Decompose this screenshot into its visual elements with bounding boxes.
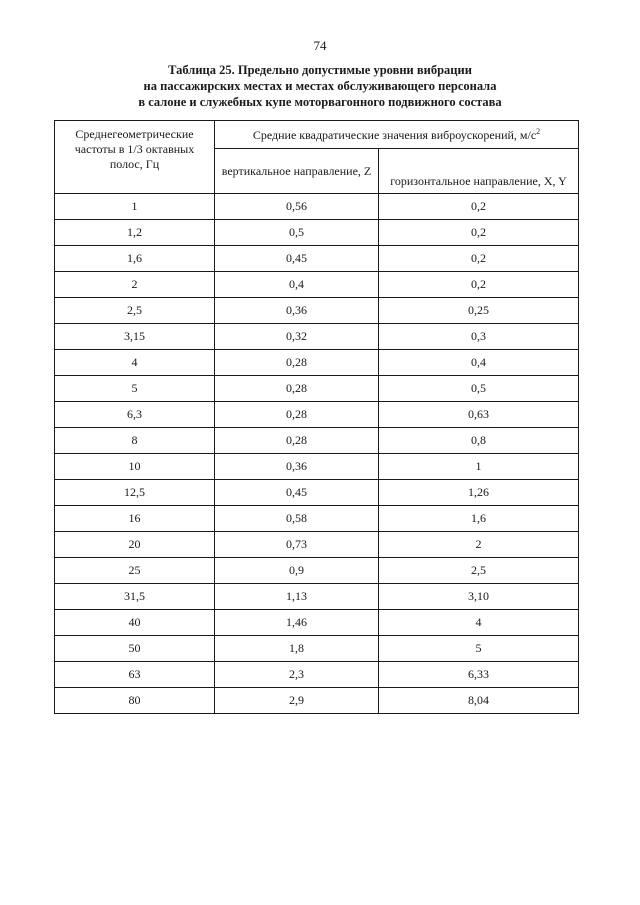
cell-vertical: 0,28 bbox=[215, 428, 379, 454]
cell-horizontal: 8,04 bbox=[379, 688, 579, 714]
table-row bbox=[55, 688, 579, 714]
cell-horizontal: 0,25 bbox=[379, 298, 579, 324]
cell-frequency: 20 bbox=[55, 532, 215, 558]
table-row bbox=[55, 584, 579, 610]
cell-vertical: 0,45 bbox=[215, 480, 379, 506]
cell-horizontal: 4 bbox=[379, 610, 579, 636]
cell-vertical: 0,45 bbox=[215, 246, 379, 272]
cell-horizontal: 1,26 bbox=[379, 480, 579, 506]
cell-vertical: 0,36 bbox=[215, 454, 379, 480]
table-row bbox=[55, 480, 579, 506]
table-row bbox=[55, 662, 579, 688]
cell-vertical: 0,36 bbox=[215, 298, 379, 324]
cell-frequency: 6,3 bbox=[55, 402, 215, 428]
cell-vertical: 0,28 bbox=[215, 376, 379, 402]
cell-frequency: 8 bbox=[55, 428, 215, 454]
table-row bbox=[55, 220, 579, 246]
cell-frequency: 3,15 bbox=[55, 324, 215, 350]
cell-vertical: 0,28 bbox=[215, 350, 379, 376]
cell-frequency: 2,5 bbox=[55, 298, 215, 324]
table-title bbox=[60, 62, 580, 110]
cell-horizontal: 2,5 bbox=[379, 558, 579, 584]
table-row bbox=[55, 610, 579, 636]
cell-frequency: 1,6 bbox=[55, 246, 215, 272]
cell-vertical: 0,32 bbox=[215, 324, 379, 350]
cell-horizontal: 0,63 bbox=[379, 402, 579, 428]
cell-frequency: 16 bbox=[55, 506, 215, 532]
table-row bbox=[55, 246, 579, 272]
table-row bbox=[55, 324, 579, 350]
table-row bbox=[55, 272, 579, 298]
cell-frequency: 31,5 bbox=[55, 584, 215, 610]
cell-horizontal: 0,8 bbox=[379, 428, 579, 454]
table-body bbox=[55, 194, 579, 714]
cell-horizontal: 0,5 bbox=[379, 376, 579, 402]
cell-horizontal: 0,2 bbox=[379, 220, 579, 246]
cell-frequency: 80 bbox=[55, 688, 215, 714]
cell-vertical: 0,58 bbox=[215, 506, 379, 532]
title-line: на пассажирских местах и местах обслуживающего персонала bbox=[143, 79, 497, 93]
cell-frequency: 40 bbox=[55, 610, 215, 636]
cell-horizontal: 0,2 bbox=[379, 272, 579, 298]
cell-vertical: 0,56 bbox=[215, 194, 379, 220]
title-line: в салоне и служебных купе моторвагонного подвижного состава bbox=[138, 95, 502, 109]
table-row bbox=[55, 194, 579, 220]
table-row bbox=[55, 454, 579, 480]
table-row bbox=[55, 402, 579, 428]
cell-frequency: 2 bbox=[55, 272, 215, 298]
header-acceleration-group bbox=[215, 121, 579, 149]
cell-horizontal: 5 bbox=[379, 636, 579, 662]
cell-vertical: 0,9 bbox=[215, 558, 379, 584]
table-row bbox=[55, 298, 579, 324]
table-row bbox=[55, 350, 579, 376]
cell-vertical: 1,8 bbox=[215, 636, 379, 662]
cell-frequency: 12,5 bbox=[55, 480, 215, 506]
table-row bbox=[55, 532, 579, 558]
cell-horizontal: 0,3 bbox=[379, 324, 579, 350]
vibration-limits-table bbox=[54, 120, 579, 714]
cell-vertical: 2,3 bbox=[215, 662, 379, 688]
header-acceleration-text: Средние квадратические значения виброускорений, м/с bbox=[252, 127, 537, 142]
table-row bbox=[55, 428, 579, 454]
header-frequency: Среднегеометрические частоты в 1/3 октавных полос, Гц bbox=[55, 121, 215, 194]
cell-vertical: 0,28 bbox=[215, 402, 379, 428]
cell-horizontal: 0,2 bbox=[379, 194, 579, 220]
cell-vertical: 1,46 bbox=[215, 610, 379, 636]
cell-vertical: 0,5 bbox=[215, 220, 379, 246]
cell-frequency: 10 bbox=[55, 454, 215, 480]
cell-horizontal: 1 bbox=[379, 454, 579, 480]
header-vertical: вертикальное направление, Z bbox=[215, 149, 379, 194]
cell-horizontal: 2 bbox=[379, 532, 579, 558]
cell-frequency: 5 bbox=[55, 376, 215, 402]
cell-vertical: 0,73 bbox=[215, 532, 379, 558]
cell-horizontal: 1,6 bbox=[379, 506, 579, 532]
header-unit-superscript: 2 bbox=[536, 126, 541, 136]
cell-frequency: 4 bbox=[55, 350, 215, 376]
cell-frequency: 1 bbox=[55, 194, 215, 220]
table-row bbox=[55, 506, 579, 532]
table-row bbox=[55, 636, 579, 662]
cell-vertical: 1,13 bbox=[215, 584, 379, 610]
cell-frequency: 1,2 bbox=[55, 220, 215, 246]
page-number: 74 bbox=[313, 38, 327, 53]
cell-vertical: 0,4 bbox=[215, 272, 379, 298]
table-row bbox=[55, 376, 579, 402]
cell-horizontal: 0,2 bbox=[379, 246, 579, 272]
cell-horizontal: 3,10 bbox=[379, 584, 579, 610]
cell-frequency: 63 bbox=[55, 662, 215, 688]
cell-frequency: 50 bbox=[55, 636, 215, 662]
cell-frequency: 25 bbox=[55, 558, 215, 584]
cell-vertical: 2,9 bbox=[215, 688, 379, 714]
cell-horizontal: 6,33 bbox=[379, 662, 579, 688]
cell-horizontal: 0,4 bbox=[379, 350, 579, 376]
header-horizontal: горизонтальное направление, X, Y bbox=[379, 149, 579, 194]
table-row bbox=[55, 558, 579, 584]
title-line: Таблица 25. Предельно допустимые уровни вибрации bbox=[168, 63, 472, 77]
